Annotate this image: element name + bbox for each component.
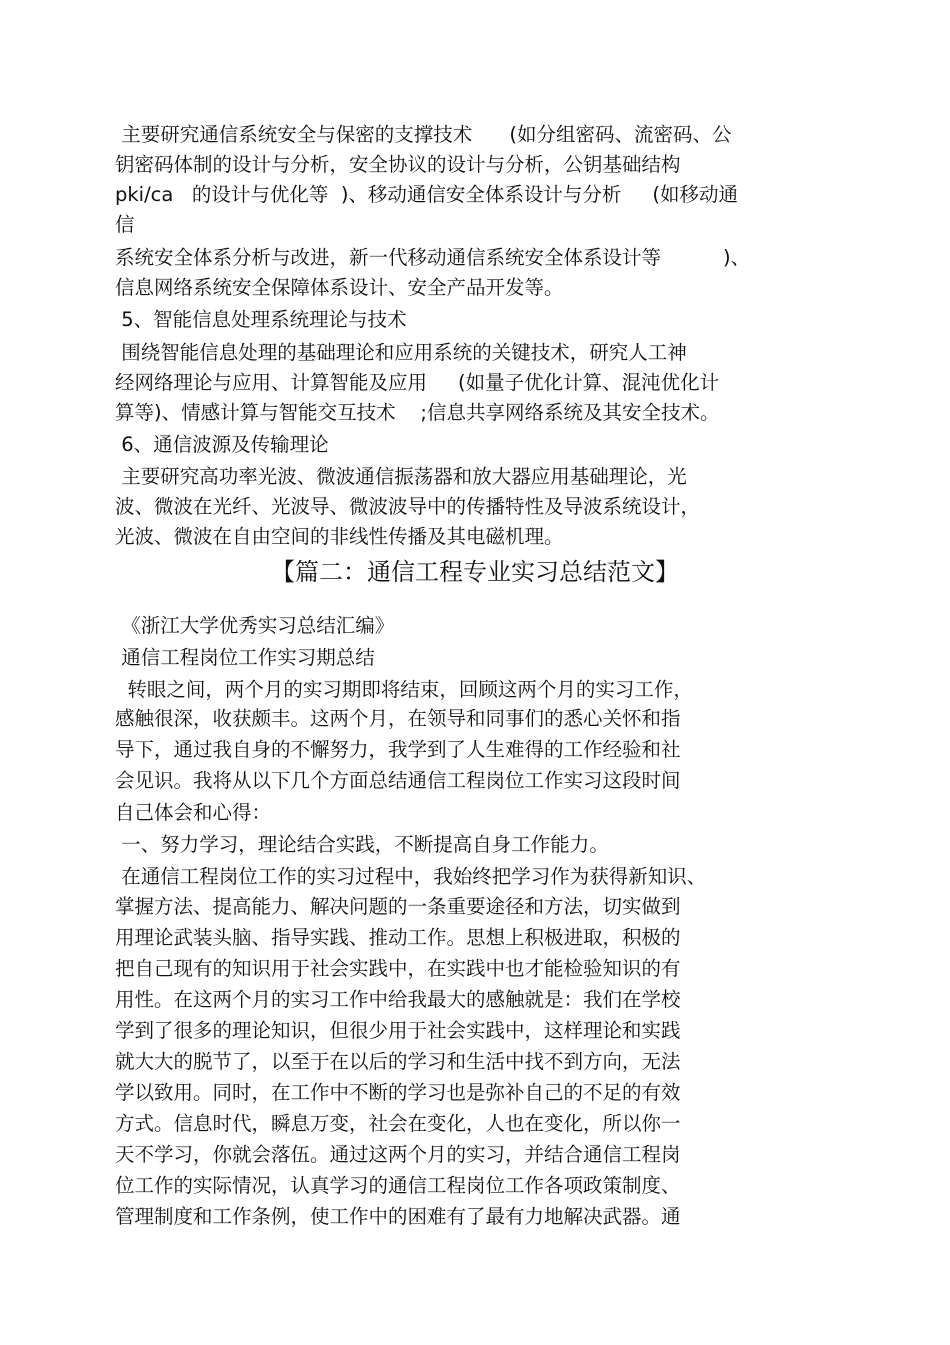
text-line: 在通信工程岗位工作的实习过程中，我始终把学习作为获得新知识、 [115, 865, 707, 888]
section-heading: 【篇二：通信工程专业实习总结范文】 [271, 558, 679, 586]
text-line: 波、微波在光纤、光波导、微波波导中的传播特性及导波系统设计， [115, 495, 701, 518]
text-line: 用理论武装头脑、指导实践、推动工作。思想上积极进取，积极的 [115, 926, 681, 949]
book-title: 《浙江大学优秀实习总结汇编》 [115, 614, 395, 637]
text-line: 就大大的脱节了，以至于在以后的学习和生活中找不到方向，无法 [115, 1050, 681, 1073]
text-line: 天不学习，你就会落伍。通过这两个月的实习，并结合通信工程岗 [115, 1143, 681, 1166]
text-line: 主要研究高功率光波、微波通信振荡器和放大器应用基础理论，光 [115, 465, 687, 488]
text-line: 系统安全体系分析与改进，新一代移动通信系统安全体系设计等 )、 [115, 246, 751, 269]
subtitle: 通信工程岗位工作实习期总结 [115, 646, 375, 669]
text-line: 信 [115, 213, 135, 236]
text-line: 经网络理论与应用、计算智能及应用 (如量子优化计算、混沌优化计 [115, 371, 720, 394]
text-line: 学以致用。同时，在工作中不断的学习也是弥补自己的不足的有效 [115, 1081, 681, 1104]
list-item-title: 5、智能信息处理系统理论与技术 [115, 308, 407, 331]
text-line: 管理制度和工作条例，使工作中的困难有了最有力地解决武器。通 [115, 1205, 681, 1228]
text-line: 感触很深，收获颇丰。这两个月，在领导和同事们的悉心关怀和指 [115, 707, 681, 730]
text-line: 信息网络系统安全保障体系设计、安全产品开发等。 [115, 276, 564, 299]
text-line: 围绕智能信息处理的基础理论和应用系统的关键技术，研究人工神 [115, 341, 687, 364]
text-line: 主要研究通信系统安全与保密的支撑技术 (如分组密码、流密码、公 [115, 123, 732, 146]
point-title: 一、努力学习，理论结合实践，不断提高自身工作能力。 [115, 833, 609, 856]
text-line: 把自己现有的知识用于社会实践中，在实践中也才能检验知识的有 [115, 957, 681, 980]
list-item-title: 6、通信波源及传输理论 [115, 433, 329, 456]
text-line: 自己体会和心得： [115, 801, 272, 824]
text-line: 位工作的实际情况，认真学习的通信工程岗位工作各项政策制度、 [115, 1174, 681, 1197]
text-line: 导下，通过我自身的不懈努力，我学到了人生难得的工作经验和社 [115, 738, 681, 761]
text-line: 学到了很多的理论知识，但很少用于社会实践中，这样理论和实践 [115, 1019, 681, 1042]
text-line: 光波、微波在自由空间的非线性传播及其电磁机理。 [115, 525, 564, 548]
text-line: 算等)、情感计算与智能交互技术 ;信息共享网络系统及其安全技术。 [115, 401, 720, 424]
text-line: 方式。信息时代，瞬息万变，社会在变化，人也在变化，所以你一 [115, 1112, 681, 1135]
text-line: pki/ca 的设计与优化等 )、移动通信安全体系设计与分析 (如移动通 [115, 183, 739, 206]
text-line: 转眼之间，两个月的实习期即将结束，回顾这两个月的实习工作， [115, 678, 693, 701]
text-line: 钥密码体制的设计与分析，安全协议的设计与分析，公钥基础结构 [115, 153, 681, 176]
text-line: 掌握方法、提高能力、解决问题的一条重要途径和方法，切实做到 [115, 895, 681, 918]
text-line: 用性。在这两个月的实习工作中给我最大的感触就是：我们在学校 [115, 988, 681, 1011]
text-line: 会见识。我将从以下几个方面总结通信工程岗位工作实习这段时间 [115, 769, 681, 792]
